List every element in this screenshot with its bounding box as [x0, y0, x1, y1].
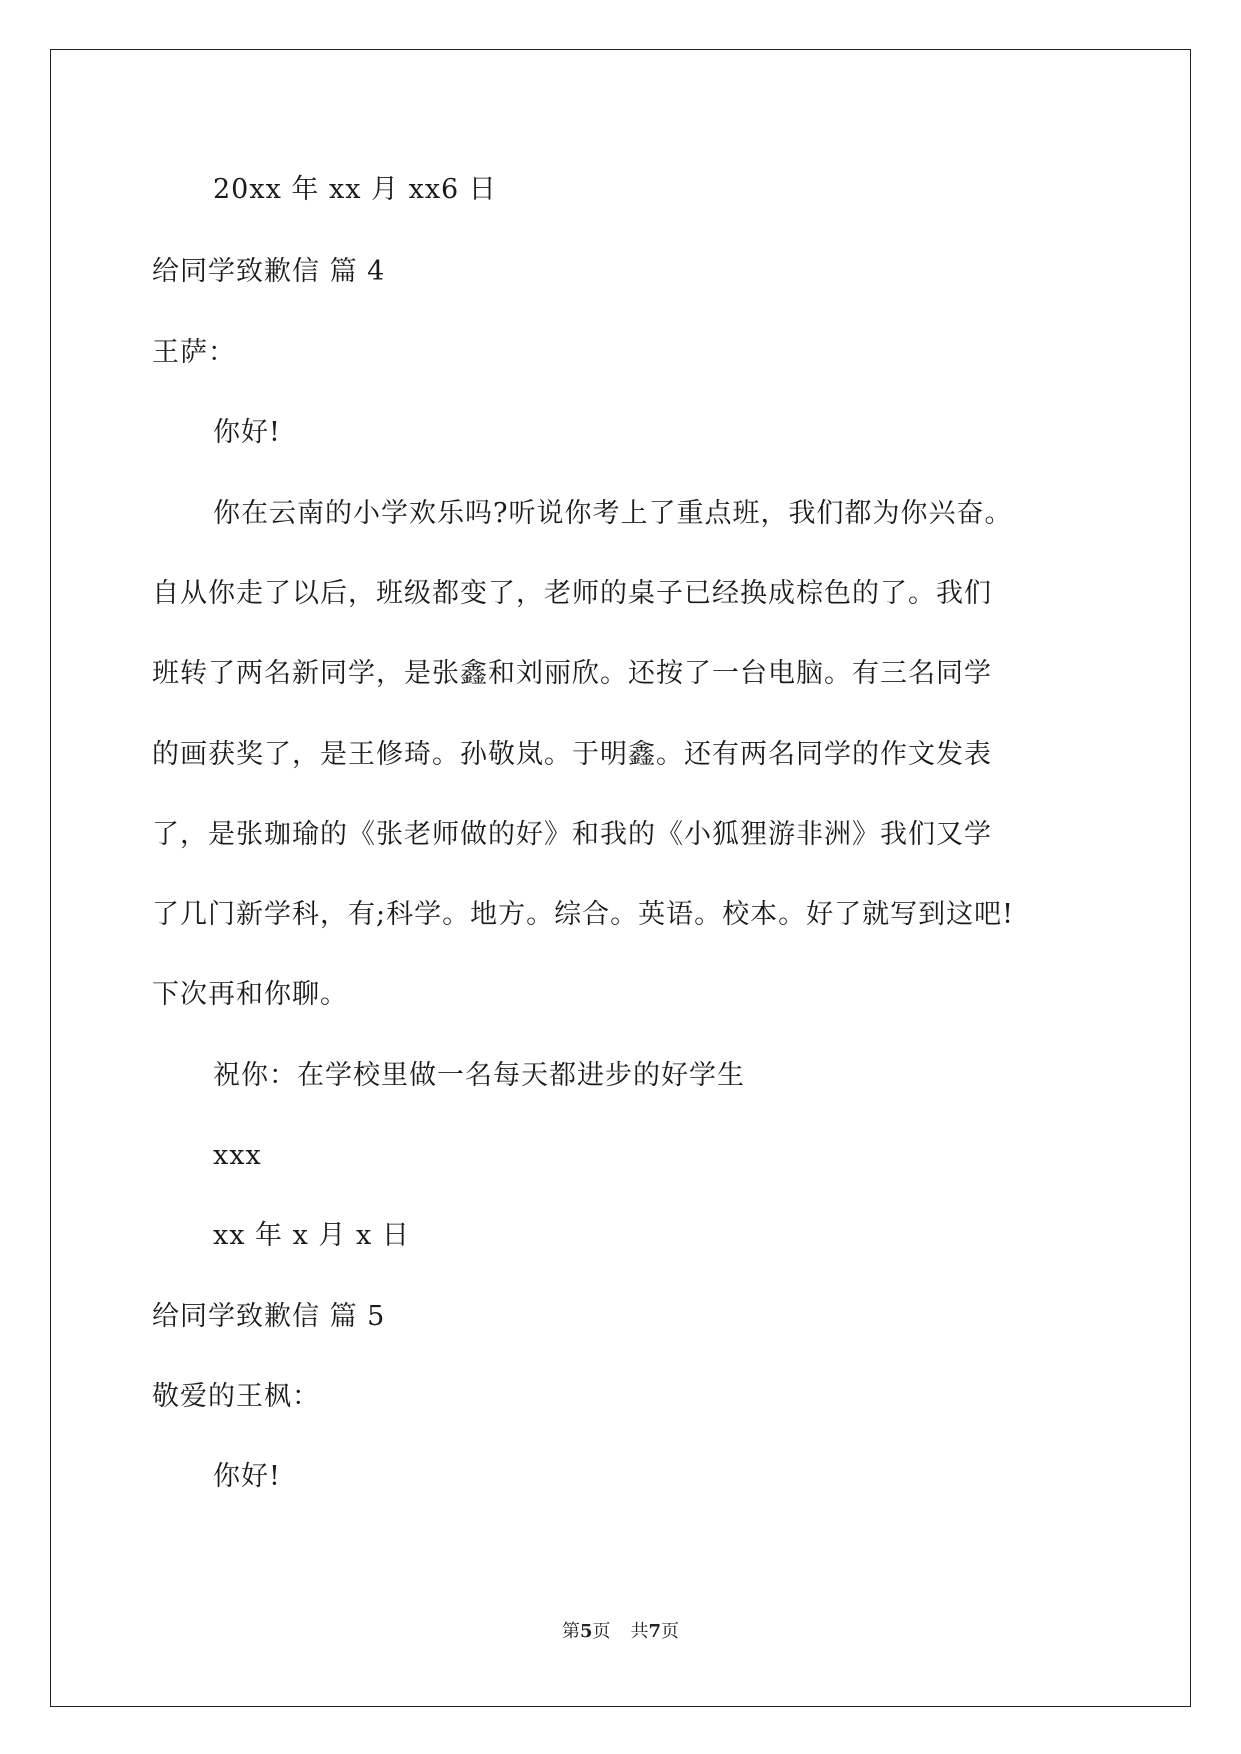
page-current: 5: [579, 1621, 593, 1642]
salutation: 王萨：: [152, 337, 236, 368]
date-line: 20xx 年 xx 月 xx6 日: [213, 174, 497, 205]
section-heading-4: 给同学致歉信 篇 4: [152, 256, 386, 287]
body-paragraph-line: 你在云南的小学欢乐吗?听说你考上了重点班，我们都为你兴奋。: [213, 498, 1013, 529]
body-paragraph-line: 了几门新学科，有;科学。地方。综合。英语。校本。好了就写到这吧!: [152, 899, 1014, 930]
body-paragraph-line: 自从你走了以后，班级都变了，老师的桌子已经换成棕色的了。我们: [152, 578, 992, 609]
body-paragraph-line: 班转了两名新同学，是张鑫和刘丽欣。还按了一台电脑。有三名同学: [152, 658, 992, 689]
salutation: 敬爱的王枫：: [152, 1381, 320, 1412]
total-prefix: 共: [630, 1621, 649, 1642]
page-suffix: 页: [592, 1621, 611, 1642]
page-prefix: 第: [561, 1621, 580, 1642]
page-total: 7: [648, 1621, 662, 1642]
body-paragraph-line: 下次再和你聊。: [152, 979, 348, 1010]
total-suffix: 页: [661, 1621, 680, 1642]
body-paragraph-line: 了，是张珈瑜的《张老师做的好》和我的《小狐狸游非洲》我们又学: [152, 819, 992, 850]
greeting: 你好!: [213, 417, 281, 448]
section-heading-5: 给同学致歉信 篇 5: [152, 1301, 386, 1332]
signature-date: xx 年 x 月 x 日: [213, 1220, 410, 1251]
greeting: 你好!: [213, 1461, 281, 1492]
closing-wish: 祝你：在学校里做一名每天都进步的好学生: [213, 1060, 745, 1091]
page-footer: [0, 1620, 1241, 1644]
body-paragraph-line: 的画获奖了，是王修琦。孙敬岚。于明鑫。还有两名同学的作文发表: [152, 739, 992, 770]
signature: xxx: [213, 1140, 262, 1171]
